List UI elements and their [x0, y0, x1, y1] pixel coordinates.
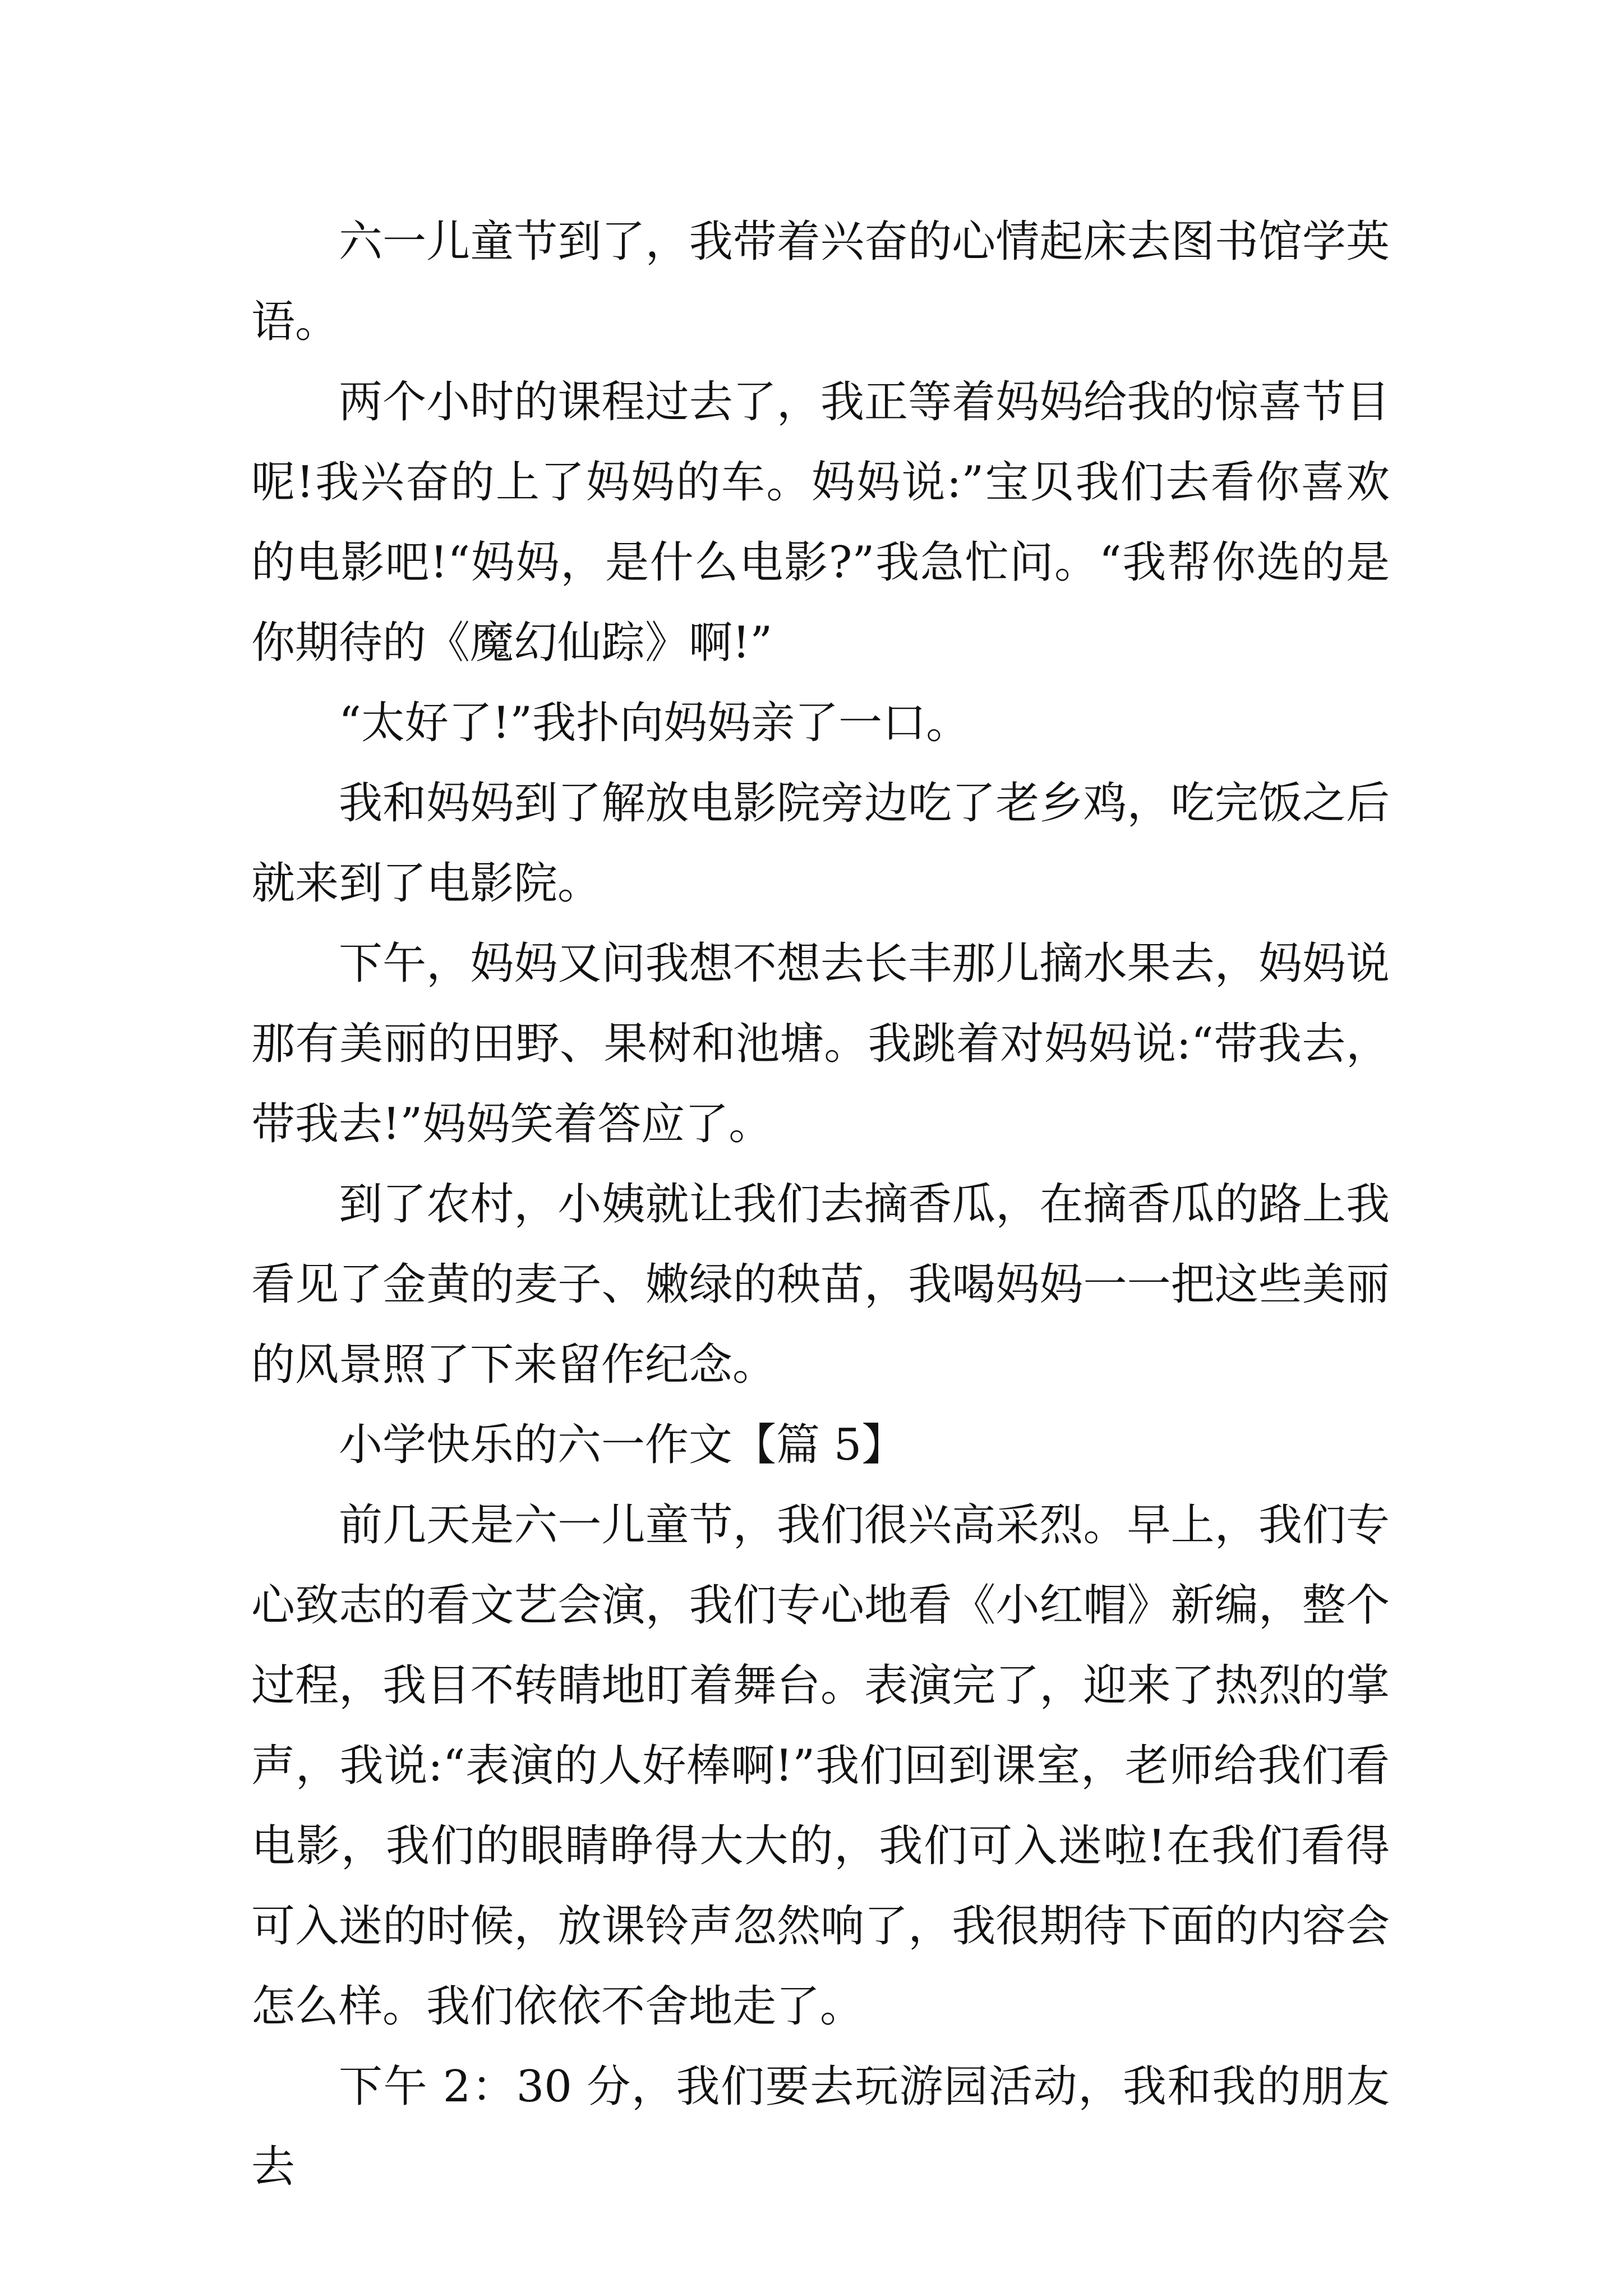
- paragraph: “太好了!”我扑向妈妈亲了一口。: [339, 698, 970, 748]
- paragraph: 前几天是六一儿童节，我们很兴高采烈。早上，我们专心致志的看文艺会演，我们专心地看《小红帽》新编，整个过程，我目不转睛地盯着舞台。表演完了，迎来了热烈的掌声，我说:“表演的人好棒啊!”我们回到课室，老师给我们看电影，我们的眼睛睁得大大的，我们可入迷啦!在我们看得可入迷的时候，放课铃声忽然响了，我很期待下面的内容会怎么样。我们依依不舍地走了。: [251, 1500, 1390, 2032]
- paragraph: 下午 2：30 分，我们要去玩游园活动，我和我的朋友去: [251, 2062, 1390, 2192]
- paragraph: 两个小时的课程过去了，我正等着妈妈给我的惊喜节目呢!我兴奋的上了妈妈的车。妈妈说:”宝贝我们去看你喜欢的电影吧!“妈妈，是什么电影?”我急忙问。“我帮你选的是你期待的《魔幻仙踪》啊!”: [251, 377, 1390, 668]
- section-heading: 小学快乐的六一作文【篇 5】: [339, 1420, 906, 1470]
- paragraph: 我和妈妈到了解放电影院旁边吃了老乡鸡，吃完饭之后就来到了电影院。: [251, 778, 1390, 909]
- paragraph: 六一儿童节到了，我带着兴奋的心情起床去图书馆学英语。: [251, 217, 1390, 347]
- paragraph: 下午，妈妈又问我想不想去长丰那儿摘水果去，妈妈说那有美丽的田野、果树和池塘。我跳着对妈妈说:“带我去，带我去!”妈妈笑着答应了。: [251, 938, 1390, 1149]
- document-body: [251, 202, 1390, 2207]
- paragraph: 到了农村，小姨就让我们去摘香瓜，在摘香瓜的路上我看见了金黄的麦子、嫩绿的秧苗，我喝妈妈一一把这些美丽的风景照了下来留作纪念。: [251, 1179, 1390, 1390]
